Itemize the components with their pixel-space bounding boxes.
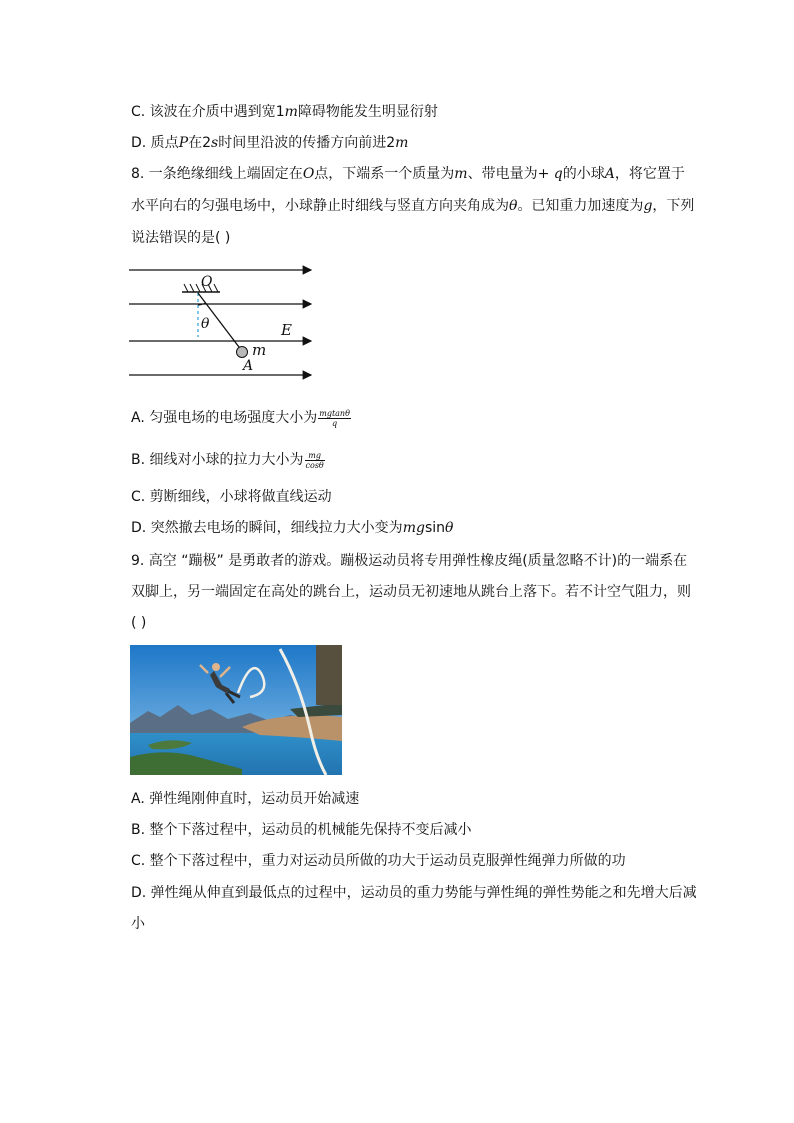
option-7d: D. 质点P在2s时间里沿波的传播方向前进2m [131, 135, 409, 151]
option-7c: C. 该波在介质中遇到宽1m障碍物能发生明显衍射 [131, 104, 438, 120]
question-8-line-3: 说法错误的是( ) [131, 230, 231, 246]
charged-ball [237, 347, 248, 358]
option-8b: B. 细线对小球的拉力大小为 $\frac{mg}{\cos\theta}$ [131, 450, 324, 470]
question-9-line-3: ( ) [131, 615, 147, 631]
fraction-mgtan-over-q: $\frac{mgtan\theta}{q}$ [319, 408, 350, 428]
label-o: O [201, 274, 213, 290]
question-9-line-1: 9. 高空 “蹦极” 是勇敢者的游戏。蹦极运动员将专用弹性橡皮绳(质量忽略不计)的一端系在 [131, 553, 688, 569]
platform-structure [316, 645, 342, 705]
label-e: E [281, 321, 292, 339]
fraction-mg-over-cos: $\frac{mg}{\cos\theta}$ [305, 450, 324, 470]
question-9-line-2: 双脚上，另一端固定在高处的跳台上，运动员无初速地从跳台上落下。若不计空气阻力，则 [131, 584, 691, 600]
option-9c: C. 整个下落过程中，重力对运动员所做的功大于运动员克服弹性绳弹力所做的功 [131, 853, 626, 869]
option-8a: A. 匀强电场的电场强度大小为 $\frac{mgtan\theta}{q}$ [131, 408, 350, 428]
option-8c: C. 剪断细线，小球将做直线运动 [131, 489, 332, 505]
option-9d-line-1: D. 弹性绳从伸直到最低点的过程中，运动员的重力势能与弹性绳的弹性势能之和先增大后减 [131, 885, 697, 901]
question-8-line-1: 8. 一条绝缘细线上端固定在O点，下端系一个质量为m、带电量为+ q的小球A，将它置于 [131, 166, 685, 182]
option-8d: D. 突然撤去电场的瞬间，细线拉力大小变为mgsinθ [131, 520, 454, 536]
label-theta: θ [201, 316, 210, 332]
question-8-line-2: 水平向右的匀强电场中，小球静止时细线与竖直方向夹角成为θ。已知重力加速度为g，下列 [131, 198, 695, 214]
label-a: A [243, 358, 254, 374]
option-9b: B. 整个下落过程中，运动员的机械能先保持不变后减小 [131, 822, 472, 838]
bungee-photo [130, 645, 342, 775]
label-m: m [252, 341, 267, 359]
electric-field-diagram [125, 262, 325, 382]
option-9d-line-2: 小 [131, 916, 145, 932]
option-9a: A. 弹性绳刚伸直时，运动员开始减速 [131, 791, 360, 807]
